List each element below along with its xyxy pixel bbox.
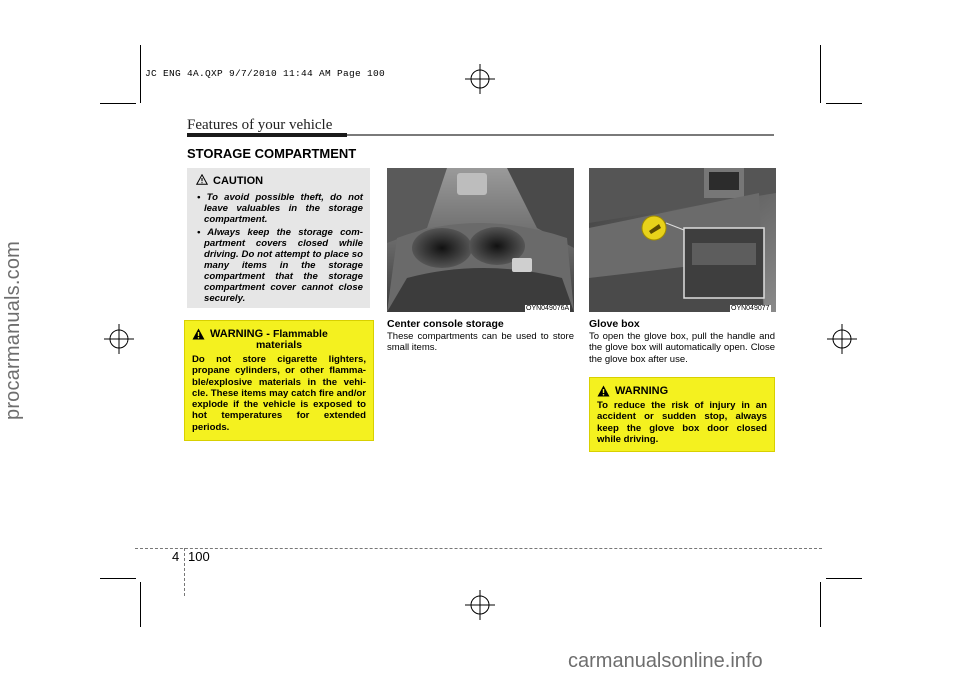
registration-mark-icon [465,590,495,620]
warning-triangle-icon [597,385,610,397]
caution-list [194,192,363,304]
warning-triangle-icon [192,328,205,340]
registration-mark-icon [465,64,495,94]
watermark-side: procarmanuals.com [2,240,24,420]
crop-mark [826,578,862,579]
center-console-photo [387,168,574,312]
warning-title-suffix: Flammable [272,328,328,340]
footer-divider [184,548,185,596]
glove-box-photo [589,168,776,312]
registration-mark-icon [104,324,134,354]
crop-mark [140,45,141,103]
warning-subtitle: materials [255,339,303,351]
center-console-illustration [387,168,574,312]
warning-flammable-box [184,320,374,441]
list-item: • To avoid possible theft, do not leave valuables in the storage compartment. [197,192,363,225]
warning-glove-box [589,377,775,452]
header-rule [347,134,774,136]
page-number: 100 [188,549,210,564]
crop-mark [820,582,821,627]
registration-mark-icon [827,324,857,354]
crop-mark [820,45,821,103]
crop-mark [100,578,136,579]
caution-title: CAUTION [213,175,264,187]
photo-code: OYN049077 [731,305,770,312]
footer-rule [135,548,822,549]
section-header: Features of your vehicle [187,117,333,133]
caution-header [196,174,363,189]
center-console-text: These compartments can be used to store small items. [387,331,574,354]
glove-box-text: To open the glove box, pull the handle and the glove box will automatically open. Close the glove box after use. [589,331,775,365]
chapter-number: 4 [172,549,180,564]
center-console-title: Center console storage [387,318,504,330]
warning-header [597,385,767,397]
page-title: STORAGE COMPARTMENT [187,146,357,161]
glove-box-title: Glove box [589,318,640,330]
watermark-bottom: carmanualsonline.info [568,650,763,672]
list-item: • Always keep the storage com-partment covers closed while driving. Do not attempt to place so many items in the storage compartment that the storage compartment cover cannot close securely. [197,227,364,304]
warning-text: Do not store cigarette lighters, propane cylinders, or other flamma-ble/explosive materials in the vehi-cle. These items may catch fire and/or explode if the vehicle is exposed to hot temperatures for extended periods. [192,354,366,433]
crop-mark [100,103,136,104]
warning-title: WARNING [615,385,669,397]
warning-title: WARNING - [210,328,270,340]
crop-mark [140,582,141,627]
print-slug: JC ENG 4A.QXP 9/7/2010 11:44 AM Page 100 [145,68,386,79]
caution-triangle-icon [196,174,208,185]
photo-code: OYN049076A [526,305,570,312]
glove-box-illustration [589,168,776,312]
warning-text: To reduce the risk of injury in an accident or sudden stop, always keep the glove box door closed while driving. [597,400,767,445]
caution-box [187,168,370,308]
crop-mark [826,103,862,104]
header-rule [187,133,347,137]
